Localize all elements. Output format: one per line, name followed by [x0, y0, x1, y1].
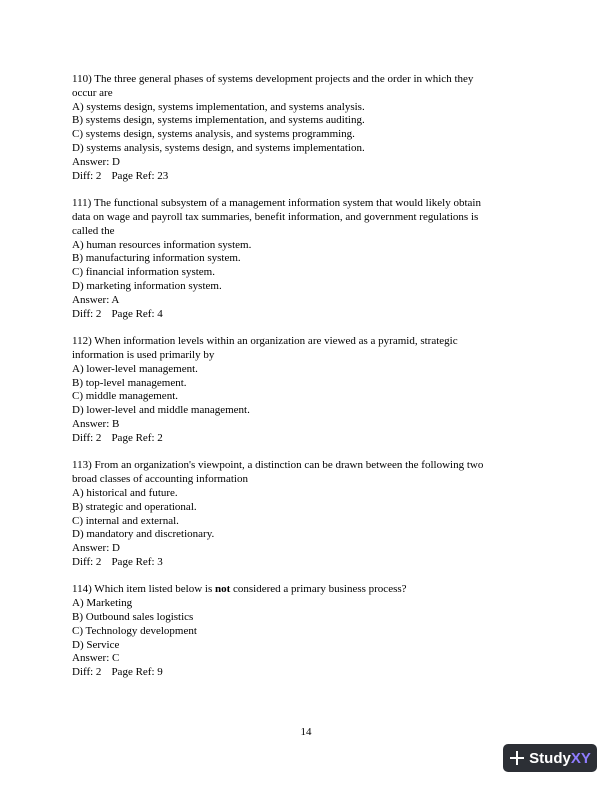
answer-line: Answer: D	[72, 155, 120, 168]
option-c: C) middle management.	[72, 390, 178, 403]
option-c: C) internal and external.	[72, 514, 179, 527]
option-b: B) top-level management.	[72, 376, 187, 389]
page-ref: Page Ref: 4	[111, 307, 163, 320]
question-text: 110) The three general phases of systems development projects and the order in which they	[72, 73, 474, 85]
question-text	[72, 583, 542, 597]
option-a: A) lower-level management.	[72, 362, 198, 375]
question-112	[72, 335, 542, 445]
question-text-before: 114) Which item listed below is	[72, 583, 215, 596]
option-a: A) systems design, systems implementation, and systems analysis.	[72, 100, 365, 113]
difficulty-line	[72, 432, 542, 446]
option-b: B) manufacturing information system.	[72, 252, 241, 265]
page-content	[72, 73, 542, 694]
question-text: called the	[72, 224, 115, 237]
option-c: C) financial information system.	[72, 266, 215, 279]
question-text: 111) The functional subsystem of a management information system that would likely obtain	[72, 197, 481, 210]
question-text: information is used primarily by	[72, 348, 215, 361]
question-111	[72, 197, 542, 321]
difficulty-line	[72, 170, 542, 184]
difficulty: Diff: 2	[72, 169, 102, 182]
option-d: D) marketing information system.	[72, 279, 222, 292]
question-text: broad classes of accounting information	[72, 473, 248, 486]
option-a: A) human resources information system.	[72, 238, 252, 251]
difficulty: Diff: 2	[72, 307, 102, 320]
option-b: B) Outbound sales logistics	[72, 611, 194, 624]
page-ref: Page Ref: 9	[111, 666, 163, 679]
difficulty-line	[72, 308, 542, 322]
option-d: D) systems analysis, systems design, and systems implementation.	[72, 141, 365, 154]
difficulty: Diff: 2	[72, 555, 102, 568]
difficulty: Diff: 2	[72, 431, 102, 444]
option-b: B) strategic and operational.	[72, 500, 197, 513]
page-ref: Page Ref: 2	[111, 431, 163, 444]
difficulty-line	[72, 666, 542, 680]
option-d: D) Service	[72, 638, 120, 651]
option-c: C) Technology development	[72, 624, 197, 637]
difficulty-line	[72, 556, 542, 570]
answer-line: Answer: A	[72, 293, 120, 306]
page-ref: Page Ref: 23	[111, 169, 169, 182]
answer-line: Answer: D	[72, 542, 120, 555]
difficulty: Diff: 2	[72, 666, 102, 679]
answer-line: Answer: B	[72, 417, 120, 430]
question-text: 113) From an organization's viewpoint, a distinction can be drawn between the following two	[72, 459, 484, 472]
option-a: A) Marketing	[72, 597, 133, 610]
page-ref: Page Ref: 3	[111, 555, 163, 568]
option-d: D) lower-level and middle management.	[72, 404, 250, 417]
option-c: C) systems design, systems analysis, and systems programming.	[72, 128, 355, 141]
question-text-emphasis: not	[214, 583, 231, 596]
question-114	[72, 583, 542, 680]
studyxy-watermark	[503, 744, 597, 772]
question-110	[72, 73, 542, 183]
question-text: 112) When information levels within an organization are viewed as a pyramid, strategic	[72, 335, 458, 348]
plus-icon	[509, 750, 525, 766]
question-text-after: considered a primary business process?	[230, 583, 407, 596]
brand-accent: XY	[570, 749, 591, 767]
page-number: 14	[300, 726, 312, 738]
question-text: occur are	[72, 86, 113, 99]
option-b: B) systems design, systems implementation, and systems auditing.	[72, 114, 365, 127]
brand-main: Study	[529, 749, 571, 767]
option-d: D) mandatory and discretionary.	[72, 528, 215, 541]
question-113	[72, 459, 542, 569]
option-a: A) historical and future.	[72, 486, 178, 499]
answer-line: Answer: C	[72, 652, 120, 665]
question-text: data on wage and payroll tax summaries, benefit information, and government regulations is	[72, 210, 479, 223]
